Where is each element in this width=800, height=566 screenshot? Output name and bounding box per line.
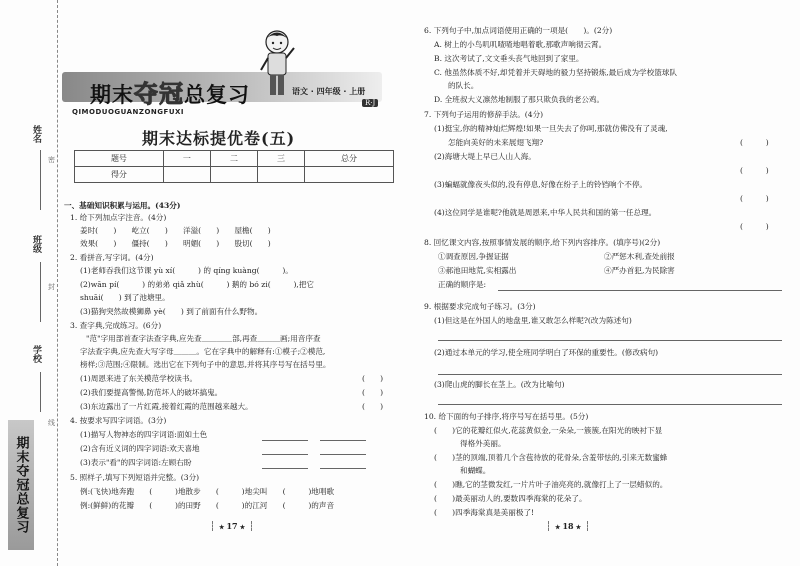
q5-title: 5. 照样子,填写下列短语并完整。(3分) [70,473,200,482]
score-cell[interactable] [258,167,305,183]
q5-row: 例:(飞快)地奔跑 ( )地散步 ( )地尖叫 ( )地唱歌 [80,487,335,496]
name-line[interactable] [40,150,41,210]
pinyin-title: QIMODUOGUANZONGFUXI [72,108,185,116]
score-table [74,150,394,183]
q3-title: 3. 查字典,完成练习。(6分) [70,321,162,330]
q2-line: (3)猫狗突然故模狮鼻 yè( ) 到了前面有什么野物。 [80,307,263,316]
q4-answer-line[interactable] [262,454,308,455]
dash-feng: 封 [48,283,55,291]
q4-answer-line[interactable] [262,440,308,441]
page-number: ★ 18 ★ [548,521,588,531]
q9-answer-line[interactable] [438,404,782,405]
q8-option: ①调查原因,争握证据 [438,252,509,261]
q8-answer-line[interactable] [498,290,782,291]
q6-option: 的队长。 [448,81,479,90]
score-cell[interactable] [163,167,210,183]
q4-answer-line[interactable] [262,468,308,469]
score-header: 总分 [305,151,394,167]
q9-answer-line[interactable] [438,340,782,341]
q4-answer-line[interactable] [320,468,366,469]
score-header: 三 [258,151,305,167]
q3-sentence: (1)周恩来进了东关模范学校读书。 [80,374,198,383]
q8-option: ③郝池田地荒,实相露出 [438,266,517,275]
q10-sentence: ( )最美丽动人的,要数四季海棠的花朵了。 [434,494,587,503]
left-page [62,0,402,566]
q1-title: 1. 给下列加点字注音。(4分) [70,213,167,222]
q3-sentence: (2)我们要提高警惕,防范坏人的破坏搞鬼。 [80,388,223,397]
q9-answer-line[interactable] [438,374,782,375]
mascot-boy-icon [258,28,296,100]
edition-badge: R·J [362,99,378,107]
q9-prompt: (2)通过本单元的学习,使全班同学明白了环保的重要性。(修改病句) [434,348,659,357]
q5-row: 例:(鲜鲜)的花瓣 ( )的田野 ( )的江河 ( )的声音 [80,501,335,510]
class-line[interactable] [40,262,41,322]
q6-option: B. 这次考试了,文文垂头丧气地回到了家里。 [434,54,584,63]
score-header: 一 [163,151,210,167]
q9-title: 9. 根据要求完成句子练习。(3分) [424,302,536,311]
q2-line: (1)老师吞我们这节课 yù xí( ) 的 qíng kuàng( )。 [80,266,293,275]
subject-label: 语文 · 四年级 · 上册 [292,87,366,96]
q2-line: (2)wān pí( ) 的弟弟 qiǎ zhù( ) 鹅的 bó zi( ),把它 [80,280,315,289]
q10-sentence: ( )它的花瓣红似火,花蕊黄似金,一朵朵,一簇簇,在阳光的映衬下显 [434,426,663,435]
q7-sentence: (4)这位同学是谁呢?他就是周恩来,中华人民共和国的第一任总理。 [434,208,657,217]
q8-option: ④严办首犯,为民除害 [604,266,675,275]
q8-title: 8. 回忆课文内容,按照事情发展的顺序,给下列内容排序。(填序号)(2分) [424,238,661,247]
answer-blank[interactable]: ( ) [740,194,769,203]
q7-sentence: 怎能向美好的未来展翅飞翔? [448,138,544,147]
score-cell[interactable] [305,167,394,183]
binding-strip [0,0,58,566]
score-cell[interactable] [210,167,257,183]
q3-sentence: (3)东边露出了一片红霞,接着红霞的范围越来越大。 [80,402,253,411]
q10-sentence: 和蝴蝶。 [460,466,491,475]
exam-title: 期末达标提优卷(五) [142,129,296,148]
school-label: 学校 [31,345,41,363]
q7-title: 7. 下列句子运用的修辞手法。(4分) [424,110,544,119]
right-page [420,0,790,566]
series-title: 期末夺冠总复习 [90,80,250,108]
q6-option: C. 他虽然体质不好,却凭着并天碍地的毅力坚持锻炼,最后成为学校篮球队 [434,68,678,77]
q4-row: (3)表示"看"的四字词语:左顾右盼 [80,458,192,467]
q8-answer-label: 正确的顺序是: [438,280,487,289]
q7-sentence: (1)挺宝,你的精神灿烂辉煌!如果一旦失去了你呵,那就仿佛没有了灵魂, [434,124,668,133]
q7-sentence: (3)蝙蝠就像夜头似的,没有停息,好像在纷子上的铃铛响个不停。 [434,180,648,189]
answer-blank[interactable]: ( ) [362,402,384,411]
q6-option: D. 全班叔大义凛然地制服了那只欺负我的老公鸡。 [434,95,605,104]
q2-line: shuāi( ) 到了池塘里。 [80,293,170,302]
dash-mi: 密 [48,156,55,164]
section-heading: 一、基础知识积累与运用。(43分) [64,201,181,210]
score-row [75,167,394,183]
q4-row: (2)含有近义词的四字词语:欢天喜地 [80,444,200,453]
q10-title: 10. 给下面的句子排序,将序号写在括号里。(5分) [424,412,589,421]
q1-row: 姜时( ) 屹立( ) 洋溢( ) 屋檐( ) [80,226,271,235]
q6-title: 6. 下列句子中,加点词语使用正确的一项是( )。(2分) [424,26,613,35]
answer-blank[interactable]: ( ) [740,138,769,147]
score-row-label: 得分 [75,167,164,183]
q3-line: "范"字用部首查字法查字典,应先查＿＿＿＿部,再查＿＿＿画;用音序查 [86,334,321,343]
q10-sentence: ( )四季海棠真是美丽极了! [434,508,535,517]
name-label: 姓名 [31,125,41,143]
class-label: 班级 [31,235,41,253]
dash-xian: 线 [48,419,55,427]
q9-prompt: (3)爬山虎的脚长在茎上。(改为比喻句) [434,380,565,389]
q7-sentence: (2)海塘大堤上早已人山人海。 [434,152,536,161]
school-line[interactable] [40,372,41,412]
q2-title: 2. 看拼音,写字词。(4分) [70,253,154,262]
page-number: ★ 17 ★ [212,521,252,531]
q4-row: (1)描写人物神态的四字词语:面如土色 [80,430,208,439]
q1-row: 效果( ) 僵持( ) 明媚( ) 股切( ) [80,239,271,248]
q4-title: 4. 按要求写四字词语。(3分) [70,416,167,425]
q10-sentence: ( )瞧,它的茎微发红,一片片叶子油亮亮的,就像打上了一层蜡似的。 [434,480,668,489]
q9-prompt: (1)但这是在外国人的地盘里,谁又敢怎么样呢?(改为陈述句) [434,316,632,325]
score-header: 题号 [75,151,164,167]
answer-blank[interactable]: ( ) [362,388,384,397]
score-header-row [75,151,394,167]
q4-answer-line[interactable] [320,454,366,455]
q10-sentence: ( )茎的顶端,顶着几个含苞待放的花骨朵,含羞带怯的,引来无数蜜蜂 [434,453,668,462]
q6-option: A. 树上的小鸟叽叽喳喳地唱着歌,那歌声响彻云霄。 [434,40,607,49]
answer-blank[interactable]: ( ) [740,166,769,175]
q3-line: 字法查字典,应先查大写字母＿＿＿。它在字典中的解释有:①模子;②模范, [80,347,326,356]
q4-answer-line[interactable] [320,440,366,441]
q10-sentence: 得格外美丽。 [460,439,506,448]
q8-option: ②严惩木利,查处前报 [604,252,675,261]
q3-line: 榜样;③范围;④限制。选出它在下列句子中的意思,并将其序号写在括号里。 [80,360,331,369]
answer-blank[interactable]: ( ) [362,374,384,383]
side-brand-logo: 期末夺冠总复习 [8,420,34,550]
score-header: 二 [210,151,257,167]
answer-blank[interactable]: ( ) [740,222,769,231]
